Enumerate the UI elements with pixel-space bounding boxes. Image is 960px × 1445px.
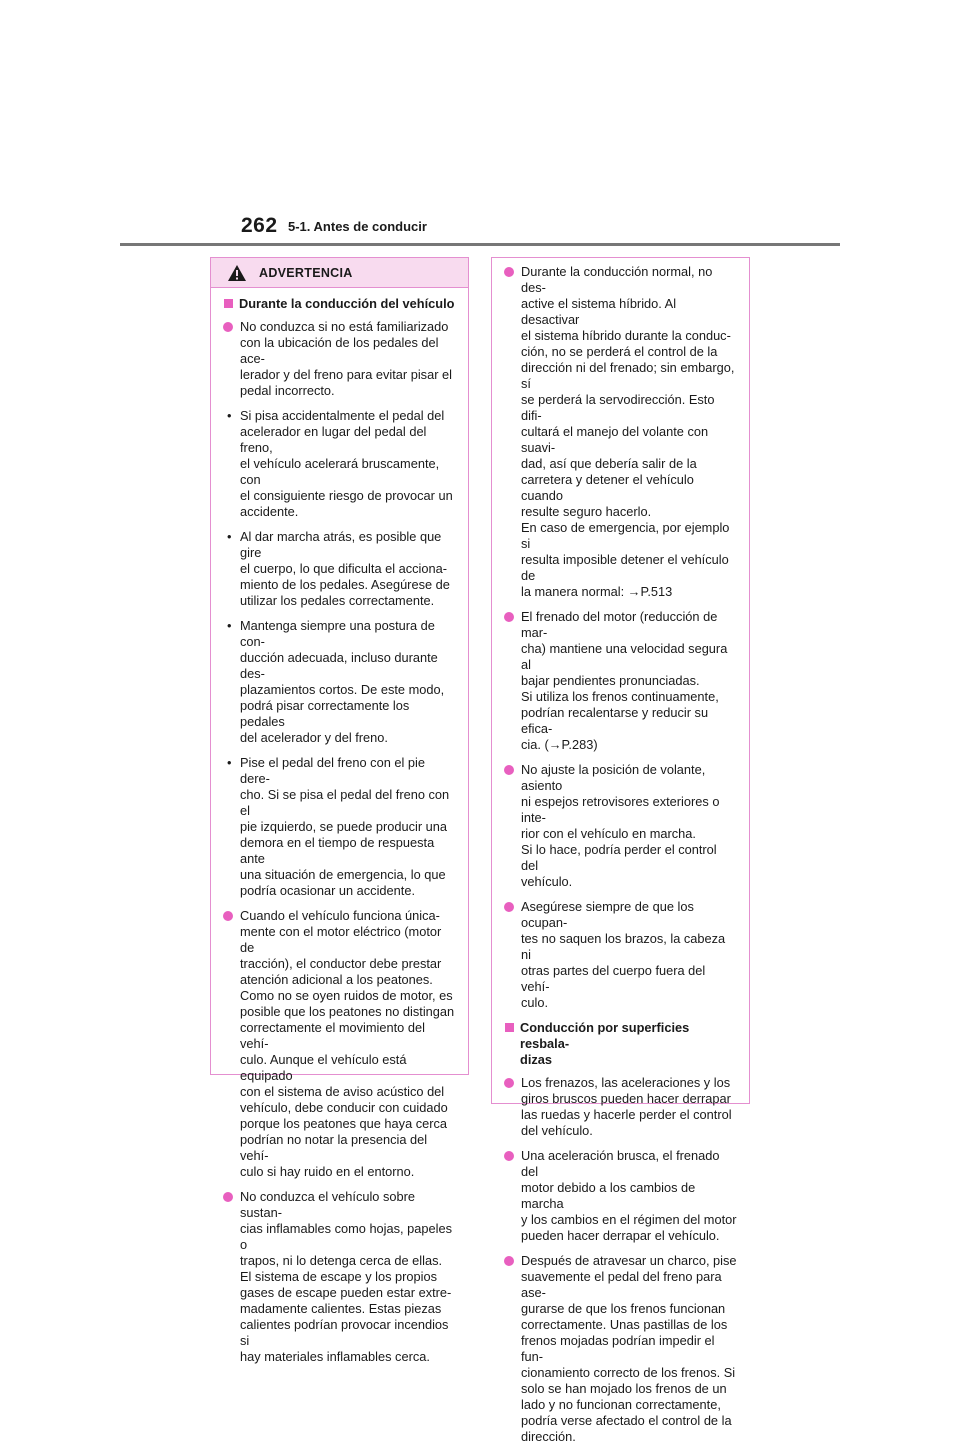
- sub-item: • Al dar marcha atrás, es posible que gire el cuerpo, lo que dificulta el acciona- miento de los pedales. Asegúrese de utilizar los pedales correctamente.: [223, 529, 456, 609]
- dot-bullet-icon: •: [227, 529, 232, 544]
- list-item: Los frenazos, las aceleraciones y los giros bruscos pueden hacer derrapar las ruedas y hacerle perder el control del vehículo.: [504, 1075, 737, 1139]
- warning-header: [211, 258, 468, 288]
- circle-bullet-icon: [504, 1078, 514, 1088]
- circle-bullet-icon: [504, 267, 514, 277]
- circle-bullet-icon: [504, 902, 514, 912]
- warning-box-right: [491, 257, 750, 1444]
- circle-bullet-icon: [504, 1151, 514, 1161]
- list-item: No conduzca si no está familiarizado con la ubicación de los pedales del ace- lerador y del freno para evitar pisar el pedal incorrecto.: [223, 319, 456, 399]
- list-item: El frenado del motor (reducción de mar- cha) mantiene una velocidad segura al bajar pendientes pronunciadas. Si utiliza los frenos continuamente, podrían recalentarse y reducir su efica- cia. (→P.283): [504, 609, 737, 753]
- warning-box-left: [210, 257, 469, 1364]
- circle-bullet-icon: [223, 911, 233, 921]
- list-item: Cuando el vehículo funciona única- mente con el motor eléctrico (motor de tracción), el conductor debe prestar atención adicional a los peatones. Como no se oyen ruidos de motor, es posible que los peatones no distingan correctamente el movimiento del vehí- culo. Aunque el vehículo está equipado con el sistema de aviso acústico del vehículo, debe conducir con cuidado porque los peatones que haya cerca podrían no notar la presencia del vehí- culo si hay ruido en el entorno.: [223, 908, 456, 1180]
- circle-bullet-icon: [504, 1256, 514, 1266]
- header-rule: [120, 243, 840, 246]
- list-item: No conduzca el vehículo sobre sustan- cias inflamables como hojas, papeles o trapos, ni lo detenga cerca de ellas. El sistema de escape y los propios gases de escape pueden estar extre- madamente calientes. Estas piezas calientes podrían provocar incendios si hay materiales inflamables cerca.: [223, 1189, 456, 1365]
- sub-item: • Mantenga siempre una postura de con- ducción adecuada, incluso durante des- plazamientos cortos. De este modo, podrá pisar correctamente los pedales del acelerador y del freno.: [223, 618, 456, 746]
- warning-title: ADVERTENCIA: [259, 265, 353, 280]
- sub-item: • Si pisa accidentalmente el pedal del acelerador en lugar del pedal del freno, el vehículo acelerará bruscamente, con el consiguiente riesgo de provocar un accidente.: [223, 408, 456, 520]
- circle-bullet-icon: [223, 322, 233, 332]
- list-item: Después de atravesar un charco, pise suavemente el pedal del freno para ase- gurarse de que los frenos funcionan correctamente. Unas pastillas de los frenos mojadas podrían impedir el fun- cionamiento correcto de los frenos. Si solo se han mojado los frenos de un lado y no funcionan correctamente, podría verse afectado el control de la dirección.: [504, 1253, 737, 1445]
- list-item: Durante la conducción normal, no des- active el sistema híbrido. Al desactivar el sistema híbrido durante la conduc- ción, no se perderá el control de la dirección ni del frenado; sin embargo, sí se perderá la servodirección. Esto difi- cultará el manejo del volante con suavi- dad, así que debería salir de la carretera y detener el vehículo cuando resulte seguro hacerlo. En caso de emergencia, por ejemplo si resulta imposible detener el vehículo de la manera normal: →P.513: [504, 264, 737, 600]
- section-heading: Conducción por superficies resbala- dizas: [504, 1020, 737, 1068]
- section-heading: Durante la conducción del vehículo: [223, 296, 456, 312]
- warning-triangle-icon: [227, 264, 247, 282]
- dot-bullet-icon: •: [227, 408, 232, 423]
- circle-bullet-icon: [504, 765, 514, 775]
- dot-bullet-icon: •: [227, 755, 232, 770]
- page-number: 262: [241, 214, 278, 237]
- sub-item: • Pise el pedal del freno con el pie dere- cho. Si se pisa el pedal del freno con el pie izquierdo, se puede producir una demora en el tiempo de respuesta ante una situación de emergencia, lo que podría ocasionar un accidente.: [223, 755, 456, 899]
- square-bullet-icon: [224, 299, 233, 308]
- dot-bullet-icon: •: [227, 618, 232, 633]
- square-bullet-icon: [505, 1023, 514, 1032]
- circle-bullet-icon: [223, 1192, 233, 1202]
- section-title: 5-1. Antes de conducir: [288, 219, 427, 234]
- list-item: Una aceleración brusca, el frenado del motor debido a los cambios de marcha y los cambios en el régimen del motor pueden hacer derrapar el vehículo.: [504, 1148, 737, 1244]
- list-item: No ajuste la posición de volante, asiento ni espejos retrovisores exteriores o inte- rior con el vehículo en marcha. Si lo hace, podría perder el control del vehículo.: [504, 762, 737, 890]
- circle-bullet-icon: [504, 612, 514, 622]
- list-item: Asegúrese siempre de que los ocupan- tes no saquen los brazos, la cabeza ni otras partes del cuerpo fuera del vehí- culo.: [504, 899, 737, 1011]
